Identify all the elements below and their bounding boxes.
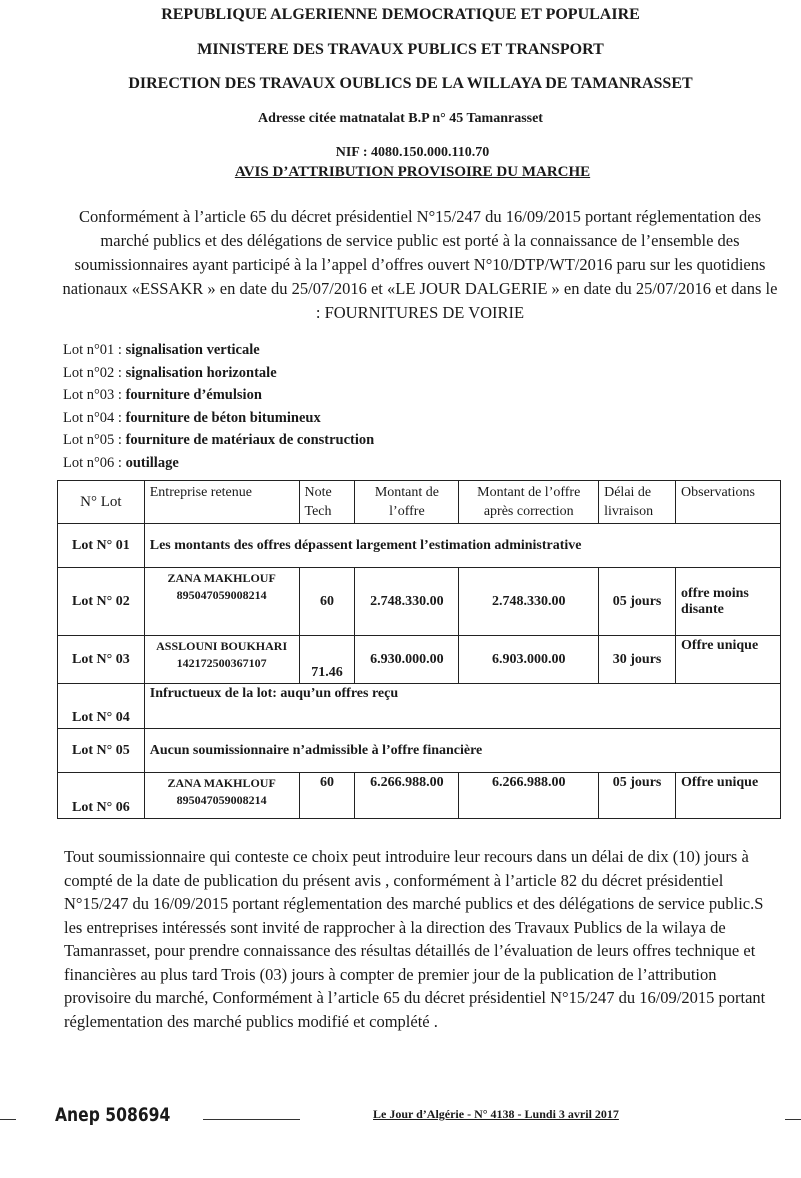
lot-item-05: [63, 429, 374, 452]
header-nif: NIF : 4080.150.000.110.70: [335, 145, 490, 160]
anep-reference: Anep 508694: [55, 1104, 171, 1126]
attribution-table: [57, 480, 781, 819]
table-row: [58, 524, 781, 568]
col-header-note: Note Tech: [299, 481, 355, 524]
lot-item-06: [63, 452, 374, 475]
footer-rule-right: [785, 1119, 801, 1120]
col-header-montant-corrige: Montant de l’offre après correction: [459, 481, 599, 524]
header-address: Adresse citée matnatalat B.P n° 45 Tamanrasset: [258, 111, 543, 126]
footer-rule-middle: [203, 1119, 300, 1120]
header-line-ministry: MINISTERE DES TRAVAUX PUBLICS ET TRANSPORT: [197, 41, 604, 58]
lot-label: Lot n°01 :: [63, 342, 122, 358]
closing-text: [64, 845, 780, 1033]
lot-cell: Lot N° 06: [58, 773, 145, 819]
lot-item-01: [63, 339, 374, 362]
montant-corrige-cell: 6.903.000.00: [459, 636, 599, 684]
lot-cell: Lot N° 01: [58, 524, 145, 568]
observation-cell: Offre unique: [676, 773, 781, 819]
header-line-republic: REPUBLIQUE ALGERIENNE DEMOCRATIQUE ET POPULAIRE: [161, 6, 640, 23]
lot-value: fourniture de matériaux de construction: [125, 432, 375, 448]
table-row: [58, 568, 781, 636]
col-header-observations: Observations: [676, 481, 781, 524]
lot-cell: Lot N° 04: [58, 684, 145, 729]
lots-list: [63, 339, 374, 474]
entreprise-name: ZANA MAKHLOUF: [167, 571, 276, 585]
col-header-delai: Délai de livraison: [599, 481, 676, 524]
montant-corrige-cell: 6.266.988.00: [459, 773, 599, 819]
entreprise-cell: [144, 636, 299, 684]
lot-label: Lot n°06 :: [63, 454, 122, 471]
delai-cell: 30 jours: [599, 636, 676, 684]
montant-cell: 6.930.000.00: [355, 636, 459, 684]
table-header-row: [58, 481, 781, 524]
lot-cell: Lot N° 03: [58, 636, 145, 684]
note-cell: 60: [299, 773, 355, 819]
row-notice: Les montants des offres dépassent largement l’estimation administrative: [144, 524, 780, 568]
lot-label: Lot n°03 :: [63, 387, 122, 403]
montant-cell: 2.748.330.00: [355, 568, 459, 636]
table-row: [58, 773, 781, 819]
observation-cell: Offre unique: [676, 636, 781, 684]
montant-cell: 6.266.988.00: [355, 773, 459, 819]
entreprise-cell: [144, 773, 299, 819]
entreprise-id: 895047059008214: [176, 793, 267, 807]
row-notice: Aucun soumissionnaire n’admissible à l’offre financière: [144, 729, 780, 773]
notice-title: AVIS D’ATTRIBUTION PROVISOIRE DU MARCHE: [234, 164, 591, 180]
lot-value: outillage: [125, 454, 179, 471]
montant-corrige-cell: 2.748.330.00: [459, 568, 599, 636]
lot-item-04: [63, 407, 374, 430]
lot-cell: Lot N° 05: [58, 729, 145, 773]
col-header-entreprise: Entreprise retenue: [144, 481, 299, 524]
observation-cell: offre moins disante: [676, 568, 781, 636]
lot-value: fourniture d’émulsion: [125, 387, 262, 403]
journal-reference: Le Jour d’Algérie - N° 4138 - Lundi 3 avril 2017: [373, 1107, 619, 1121]
lot-value: fourniture de béton bitumineux: [125, 409, 321, 426]
entreprise-cell: [144, 568, 299, 636]
closing-paragraph-2: les entreprises intéressés sont invité de rapprocher à la direction des Travaux Publics de la wilaya de Tamanrasset, pour prendre connaissance des résultas détaillés de l’évaluation de leurs offres technique et financières au plus tard Trois (03) jours à compter de premier jour de la publication de l’attribution provisoire du marché, Conformément à l’article 65 du décret présidentiel N°15/247 du 16/09/2015 portant réglementation des marché publics modifié et complété .: [64, 917, 766, 1031]
table-row: [58, 729, 781, 773]
entreprise-name: ASSLOUNI BOUKHARI: [156, 639, 288, 653]
col-header-montant: Montant de l’offre: [355, 481, 459, 524]
lot-cell: Lot N° 02: [58, 568, 145, 636]
lot-item-02: [63, 362, 374, 385]
lot-label: Lot n°02 :: [63, 364, 122, 381]
entreprise-name: ZANA MAKHLOUF: [167, 776, 276, 790]
header-line-direction: DIRECTION DES TRAVAUX OUBLICS DE LA WILLAYA DE TAMANRASSET: [128, 75, 693, 92]
lot-label: Lot n°05 :: [63, 432, 122, 448]
note-cell: 71.46: [299, 636, 355, 684]
row-notice: Infructueux de la lot: auqu’un offres reçu: [144, 684, 780, 729]
entreprise-id: 142172500367107: [176, 656, 267, 670]
note-cell: 60: [299, 568, 355, 636]
col-header-lot: N° Lot: [58, 481, 145, 524]
lot-value: signalisation verticale: [125, 342, 260, 358]
lot-item-03: [63, 384, 374, 407]
closing-paragraph-1: Tout soumissionnaire qui conteste ce choix peut introduire leur recours dans un délai de dix (10) jours à compté de la date de publication du présent avis , conformément à l’article 82 du décret présidentiel N°15/247 du 16/09/2015 portant réglementation des marché publics et des délégations de service public.S: [64, 847, 764, 913]
intro-paragraph: Conformément à l’article 65 du décret présidentiel N°15/247 du 16/09/2015 portant réglementation des marché publics et des délégations de service public est porté à la connaissance de l’ensemble des soumissionnaires ayant participé à la l’appel d’offres ouvert N°10/DTP/WT/2016 paru sur les quotidiens nationaux «ESSAKR » en date du 25/07/2016 et «LE JOUR DALGERIE » en date du 25/07/2016 et dans le : FOURNITURES DE VOIRIE: [62, 207, 778, 322]
delai-cell: 05 jours: [599, 568, 676, 636]
entreprise-id: 895047059008214: [176, 588, 267, 602]
table-row: [58, 636, 781, 684]
delai-cell: 05 jours: [599, 773, 676, 819]
table-row: [58, 684, 781, 729]
lot-value: signalisation horizontale: [125, 364, 277, 381]
footer-rule-left: [0, 1119, 16, 1120]
lot-label: Lot n°04 :: [63, 409, 122, 426]
